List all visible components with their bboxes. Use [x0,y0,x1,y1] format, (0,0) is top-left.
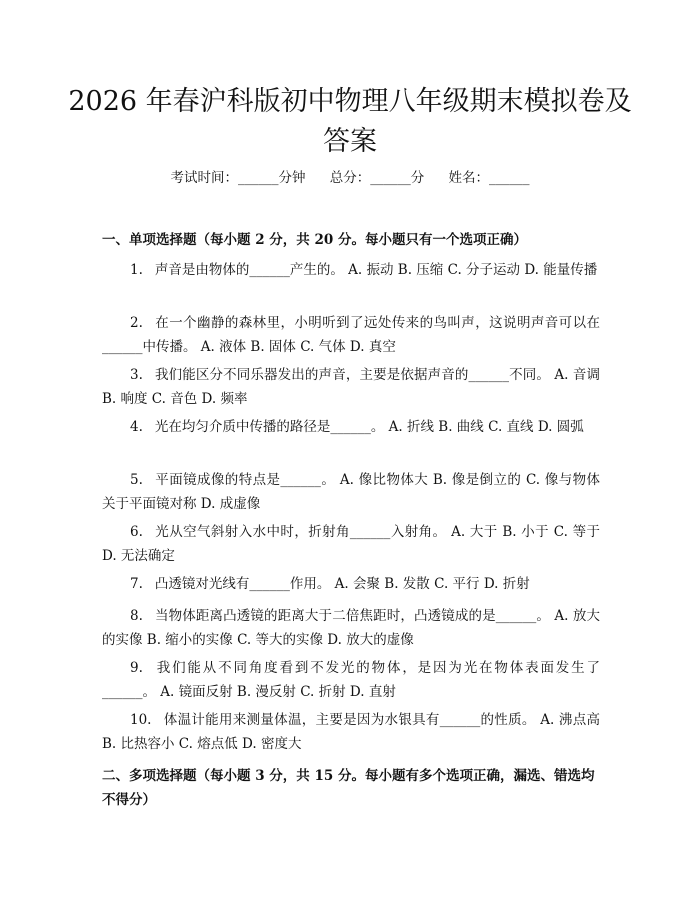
question-text: 光在均匀介质中传播的路径是______。 A. 折线 B. 曲线 C. 直线 D. 圆弧 [154,419,584,435]
exam-time-field: 考试时间：______分钟 [170,170,306,186]
question-number: 9. [130,660,143,676]
exam-score-field: 总分：______分 [329,170,425,186]
question-text: 在一个幽静的森林里，小明听到了远处传来的鸟叫声，这说明声音可以在______中传播。 A. 液体 B. 固体 C. 气体 D. 真空 [102,315,600,355]
section-heading-single-choice: 一、单项选择题（每小题 2 分，共 20 分。每小题只有一个选项正确） [102,232,527,248]
question-text: 当物体距离凸透镜的距离大于二倍焦距时，凸透镜成的是______。 A. 放大的实像 B. 缩小的实像 C. 等大的实像 D. 放大的虚像 [102,608,600,648]
question-text: 光从空气斜射入水中时，折射角______入射角。 A. 大于 B. 小于 C. 等于 D. 无法确定 [102,524,600,564]
question-text: 凸透镜对光线有______作用。 A. 会聚 B. 发散 C. 平行 D. 折射 [154,576,530,592]
question-6 [102,520,600,568]
question-4 [102,415,600,439]
exam-name-field: 姓名：______ [448,170,530,186]
question-10 [102,708,600,756]
section-heading-multiple-choice: 二、多项选择题（每小题 3 分，共 15 分。每小题有多个选项正确，漏选、错选均不得分） [102,768,595,808]
question-number: 5. [130,472,143,488]
question-text: 体温计能用来测量体温，主要是因为水银具有______的性质。 A. 沸点高 B. 比热容小 C. 熔点低 D. 密度大 [102,712,600,752]
exam-title: 2026 年春沪科版初中物理八年级期末模拟卷及答案 [68,86,632,157]
question-1 [102,258,600,282]
question-number: 2. [130,315,143,331]
question-number: 7. [130,576,143,592]
question-text: 我们能从不同角度看到不发光的物体，是因为光在物体表面发生了______。 A. 镜面反射 B. 漫反射 C. 折射 D. 直射 [102,660,600,700]
question-text: 声音是由物体的______产生的。 A. 振动 B. 压缩 C. 分子运动 D. 能量传播 [154,262,598,278]
question-number: 10. [130,712,152,728]
question-2 [102,311,600,359]
question-5 [102,468,600,516]
question-number: 3. [130,367,143,383]
question-8 [102,604,600,652]
question-number: 1. [130,262,143,278]
question-3 [102,363,600,411]
question-text: 平面镜成像的特点是______。 A. 像比物体大 B. 像是倒立的 C. 像与物体关于平面镜对称 D. 成虚像 [102,472,600,512]
question-number: 8. [130,608,143,624]
question-9 [102,656,600,704]
question-number: 6. [130,524,143,540]
question-text: 我们能区分不同乐器发出的声音，主要是依据声音的______不同。 A. 音调 B. 响度 C. 音色 D. 频率 [102,367,600,407]
question-7 [102,572,600,596]
exam-info-line [0,168,700,188]
question-number: 4. [130,419,143,435]
